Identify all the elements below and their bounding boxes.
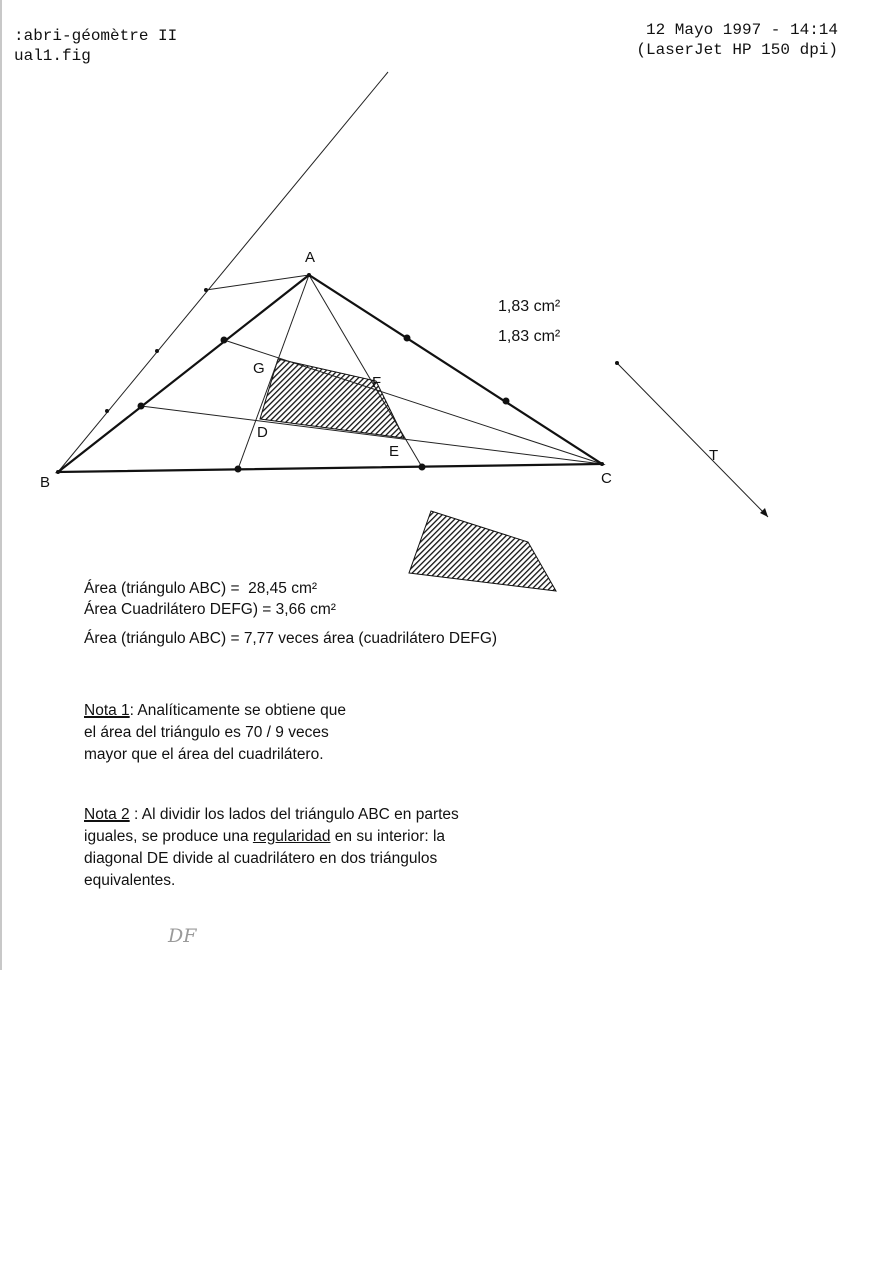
vector-t-start [615, 361, 619, 365]
label-b: B [40, 474, 51, 491]
label-c: C [601, 470, 612, 487]
nota-1-line-1-text: : Analíticamente se obtiene que [129, 702, 346, 719]
handwritten-correction: DF [168, 925, 197, 947]
nota-1-line-3: mayor que el área del cuadrilátero. [84, 746, 324, 763]
nota-2-key: Nota 2 [84, 806, 130, 823]
division-point [235, 466, 242, 473]
label-a: A [305, 249, 316, 266]
measure-triangle-1: 1,83 cm² [498, 298, 561, 315]
print-date: 12 Mayo 1997 - 14:14 [645, 21, 838, 39]
nota-2-line-2-b: en su interior: la [330, 828, 446, 845]
vertex-point [56, 470, 60, 474]
division-point [503, 398, 510, 405]
division-point [221, 337, 228, 344]
label-g: G [253, 360, 265, 377]
ray-mark [105, 409, 109, 413]
label-e: E [389, 443, 400, 460]
app-name: :abri-géomètre II [14, 27, 178, 45]
measure-triangle-2: 1,83 cm² [498, 328, 561, 345]
file-name: ual1.fig [14, 47, 91, 65]
label-f: F [372, 374, 382, 391]
nota-1-line-2: el área del triángulo es 70 / 9 veces [84, 724, 329, 741]
nota-2-line-3: diagonal DE divide al cuadrilátero en dos triángulos [84, 850, 438, 867]
nota-2-line-1 [84, 804, 459, 826]
division-point [404, 335, 411, 342]
vertex-point [600, 462, 604, 466]
division-point [419, 464, 426, 471]
translated-quadrilateral [409, 511, 556, 591]
nota-2-line-4: equivalentes. [84, 872, 176, 889]
vector-t-arrowhead [760, 508, 768, 517]
nota-1 [84, 700, 346, 766]
nota-2-line-1-text: : Al dividir los lados del triángulo ABC en partes [129, 806, 459, 823]
division-point [138, 403, 145, 410]
area-triangle: Área (triángulo ABC) = 28,45 cm² [84, 580, 318, 597]
vertex-point [307, 273, 311, 277]
nota-2-regularidad: regularidad [252, 828, 331, 845]
nota-1-line-1 [84, 700, 346, 722]
label-d: D [257, 424, 268, 441]
nota-1-key: Nota 1 [84, 702, 130, 719]
ray-mark [155, 349, 159, 353]
nota-2-line-2 [84, 826, 459, 848]
label-t: T [709, 447, 719, 464]
quadrilateral-defg [260, 359, 404, 438]
nota-2-line-2-a: iguales, se produce una [84, 828, 253, 845]
nota-2 [84, 804, 459, 892]
printer-info: (LaserJet HP 150 dpi) [636, 41, 838, 59]
area-ratio: Área (triángulo ABC) = 7,77 veces área (cuadrilátero DEFG) [84, 630, 498, 647]
area-quadrilateral: Área Cuadrilátero DEFG) = 3,66 cm² [84, 601, 336, 618]
vector-t [617, 363, 768, 517]
